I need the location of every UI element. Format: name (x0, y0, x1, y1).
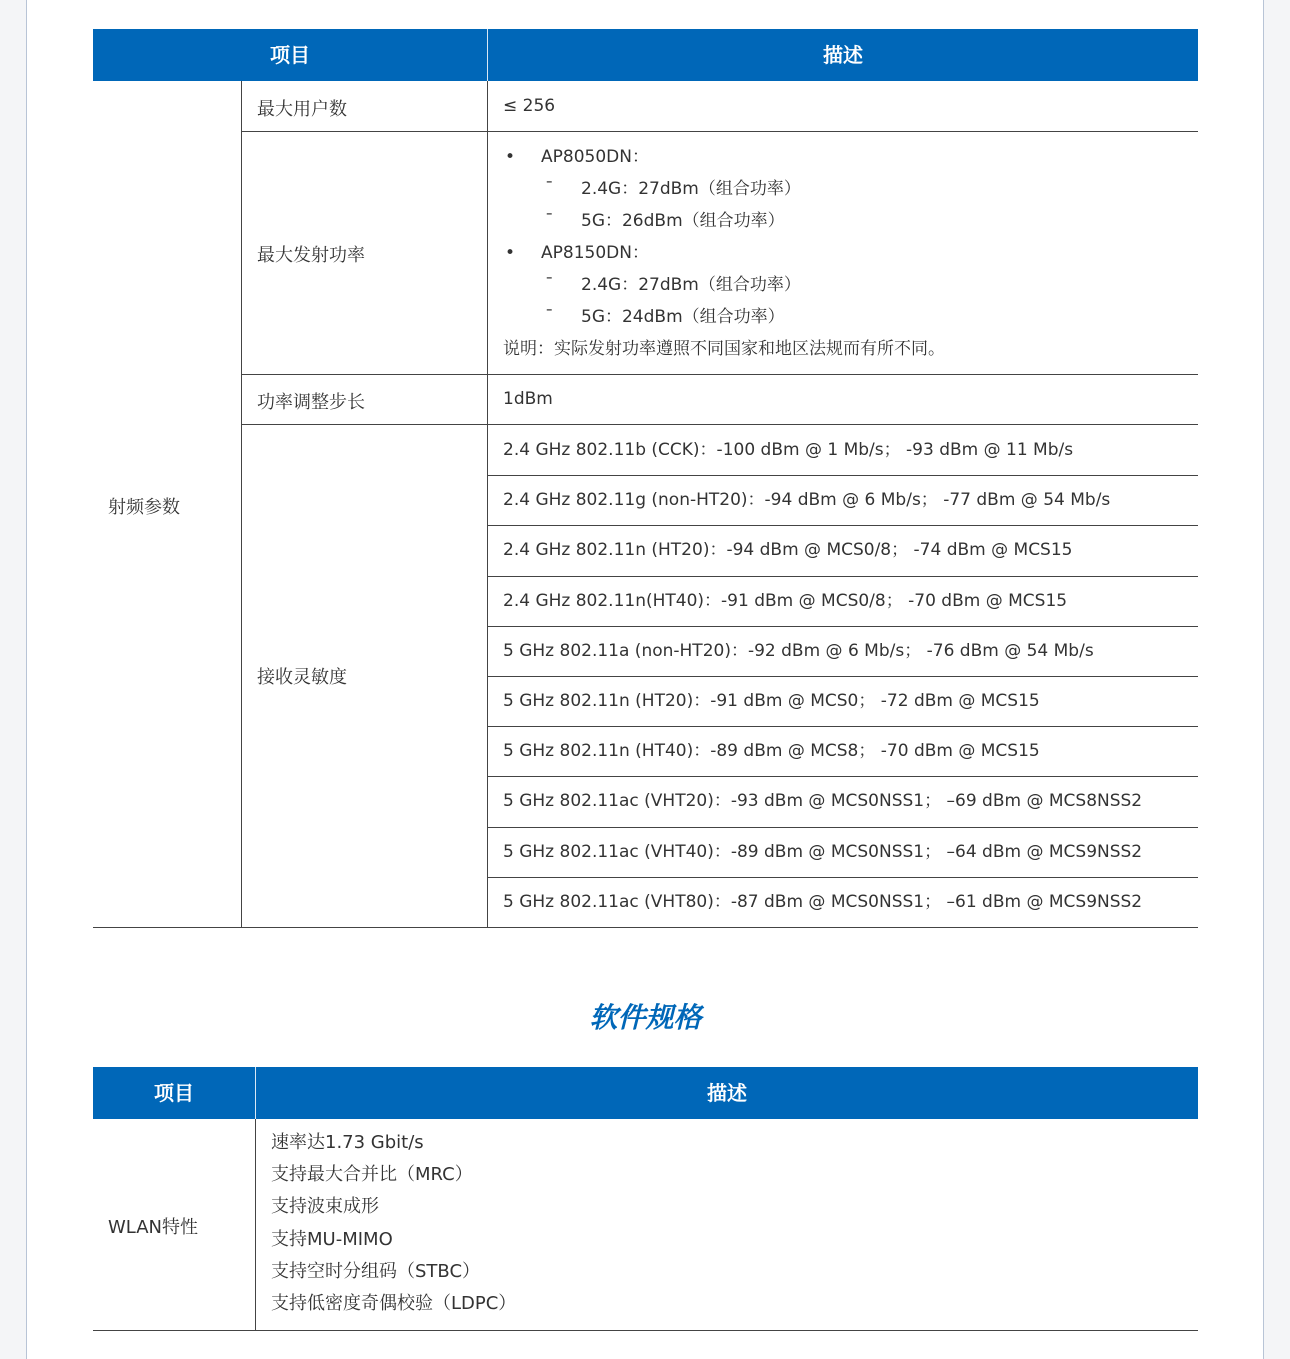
power-line-text: AP8150DN： (541, 243, 649, 263)
software-table-body (93, 1119, 1198, 1331)
wlan-feature-item: 支持波束成形 (271, 1196, 379, 1218)
power-line-dash (503, 301, 945, 333)
row-rule (488, 576, 1198, 577)
dash-mark: ¯ (545, 211, 554, 231)
row-rule (242, 374, 1198, 375)
sensitivity-row: 2.4 GHz 802.11n (HT20)：-94 dBm @ MCS0/8； -74 dBm @ MCS15 (503, 540, 1073, 561)
header-item: 项目 (154, 1081, 194, 1105)
power-line-text: 5G：26dBm（组合功率） (581, 211, 785, 231)
sensitivity-row: 5 GHz 802.11ac (VHT40)：-89 dBm @ MCS0NSS1； –64 dBm @ MCS9NSS2 (503, 841, 1143, 862)
sensitivity-list (488, 425, 1198, 927)
rf-spec-table (93, 29, 1198, 928)
rf-table-header (93, 29, 1198, 81)
rf-table-body (93, 81, 1198, 928)
sensitivity-row: 2.4 GHz 802.11g (non-HT20)：-94 dBm @ 6 Mb/s； -77 dBm @ 54 Mb/s (503, 490, 1111, 511)
max-users-value: ≤ 256 (503, 96, 556, 116)
wlan-feature-item: 支持MU-MIMO (271, 1228, 393, 1250)
power-line-note (503, 333, 945, 365)
row-rule (488, 726, 1198, 727)
max-power-value (503, 141, 945, 365)
dash-mark: ¯ (545, 307, 554, 327)
power-line-dash (503, 173, 945, 205)
max-power-label: 最大发射功率 (257, 245, 365, 266)
power-line-dash (503, 269, 945, 301)
row-rule (488, 475, 1198, 476)
max-users-label: 最大用户数 (257, 99, 347, 120)
wlan-feature-list (271, 1127, 516, 1320)
wlan-feature-item: 支持空时分组码（STBC） (271, 1260, 481, 1282)
sensitivity-row: 5 GHz 802.11n (HT20)：-91 dBm @ MCS0； -72 dBm @ MCS15 (503, 691, 1040, 711)
sensitivity-row: 5 GHz 802.11a (non-HT20)：-92 dBm @ 6 Mb/s； -76 dBm @ 54 Mb/s (503, 640, 1094, 661)
document-page (26, 0, 1264, 1359)
section-title: 软件规格 (589, 1001, 702, 1034)
power-step-label: 功率调整步长 (257, 392, 365, 413)
row-rule (488, 776, 1198, 777)
column-rule (255, 1119, 256, 1330)
row-rule (488, 877, 1198, 878)
sensitivity-row: 2.4 GHz 802.11n(HT40)：-91 dBm @ MCS0/8； -70 dBm @ MCS15 (503, 590, 1068, 611)
row-rule (242, 131, 1198, 132)
row-rule (488, 626, 1198, 627)
wlan-feature-item: 支持低密度奇偶校验（LDPC） (271, 1292, 517, 1314)
sensitivity-row: 2.4 GHz 802.11b (CCK)：-100 dBm @ 1 Mb/s； -93 dBm @ 11 Mb/s (503, 440, 1074, 460)
sensitivity-row: 5 GHz 802.11ac (VHT80)：-87 dBm @ MCS0NSS1； –61 dBm @ MCS9NSS2 (503, 891, 1143, 912)
header-item: 项目 (270, 43, 310, 67)
row-rule (488, 676, 1198, 677)
power-step-value: 1dBm (503, 389, 553, 409)
power-line-bullet (503, 237, 945, 269)
sensitivity-row: 5 GHz 802.11ac (VHT20)：-93 dBm @ MCS0NSS1； –69 dBm @ MCS8NSS2 (503, 791, 1143, 812)
software-spec-table (93, 1067, 1198, 1331)
header-desc: 描述 (823, 43, 863, 67)
wlan-feature-item: 支持最大合并比（MRC） (271, 1164, 473, 1186)
power-line-text: 2.4G：27dBm（组合功率） (581, 179, 801, 199)
bullet-mark: • (505, 243, 516, 263)
wlan-feature-item: 速率达1.73 Gbit/s (271, 1132, 424, 1153)
power-line-text: AP8050DN： (541, 147, 649, 167)
category-wlan: WLAN特性 (108, 1217, 199, 1238)
dash-mark: ¯ (545, 179, 554, 199)
sensitivity-label: 接收灵敏度 (257, 667, 347, 688)
power-line-bullet (503, 141, 945, 173)
category-rf-params: 射频参数 (108, 497, 180, 518)
power-line-text: 2.4G：27dBm（组合功率） (581, 275, 801, 295)
bullet-mark: • (505, 147, 516, 167)
power-line-dash (503, 205, 945, 237)
power-line-text: 说明：实际发射功率遵照不同国家和地区法规而有所不同。 (503, 339, 945, 359)
row-rule (488, 525, 1198, 526)
dash-mark: ¯ (545, 275, 554, 295)
software-table-header (93, 1067, 1198, 1119)
sensitivity-row: 5 GHz 802.11n (HT40)：-89 dBm @ MCS8； -70 dBm @ MCS15 (503, 741, 1040, 762)
header-desc: 描述 (707, 1081, 747, 1105)
row-rule (488, 827, 1198, 828)
column-rule (241, 81, 242, 927)
power-line-text: 5G：24dBm（组合功率） (581, 307, 785, 327)
